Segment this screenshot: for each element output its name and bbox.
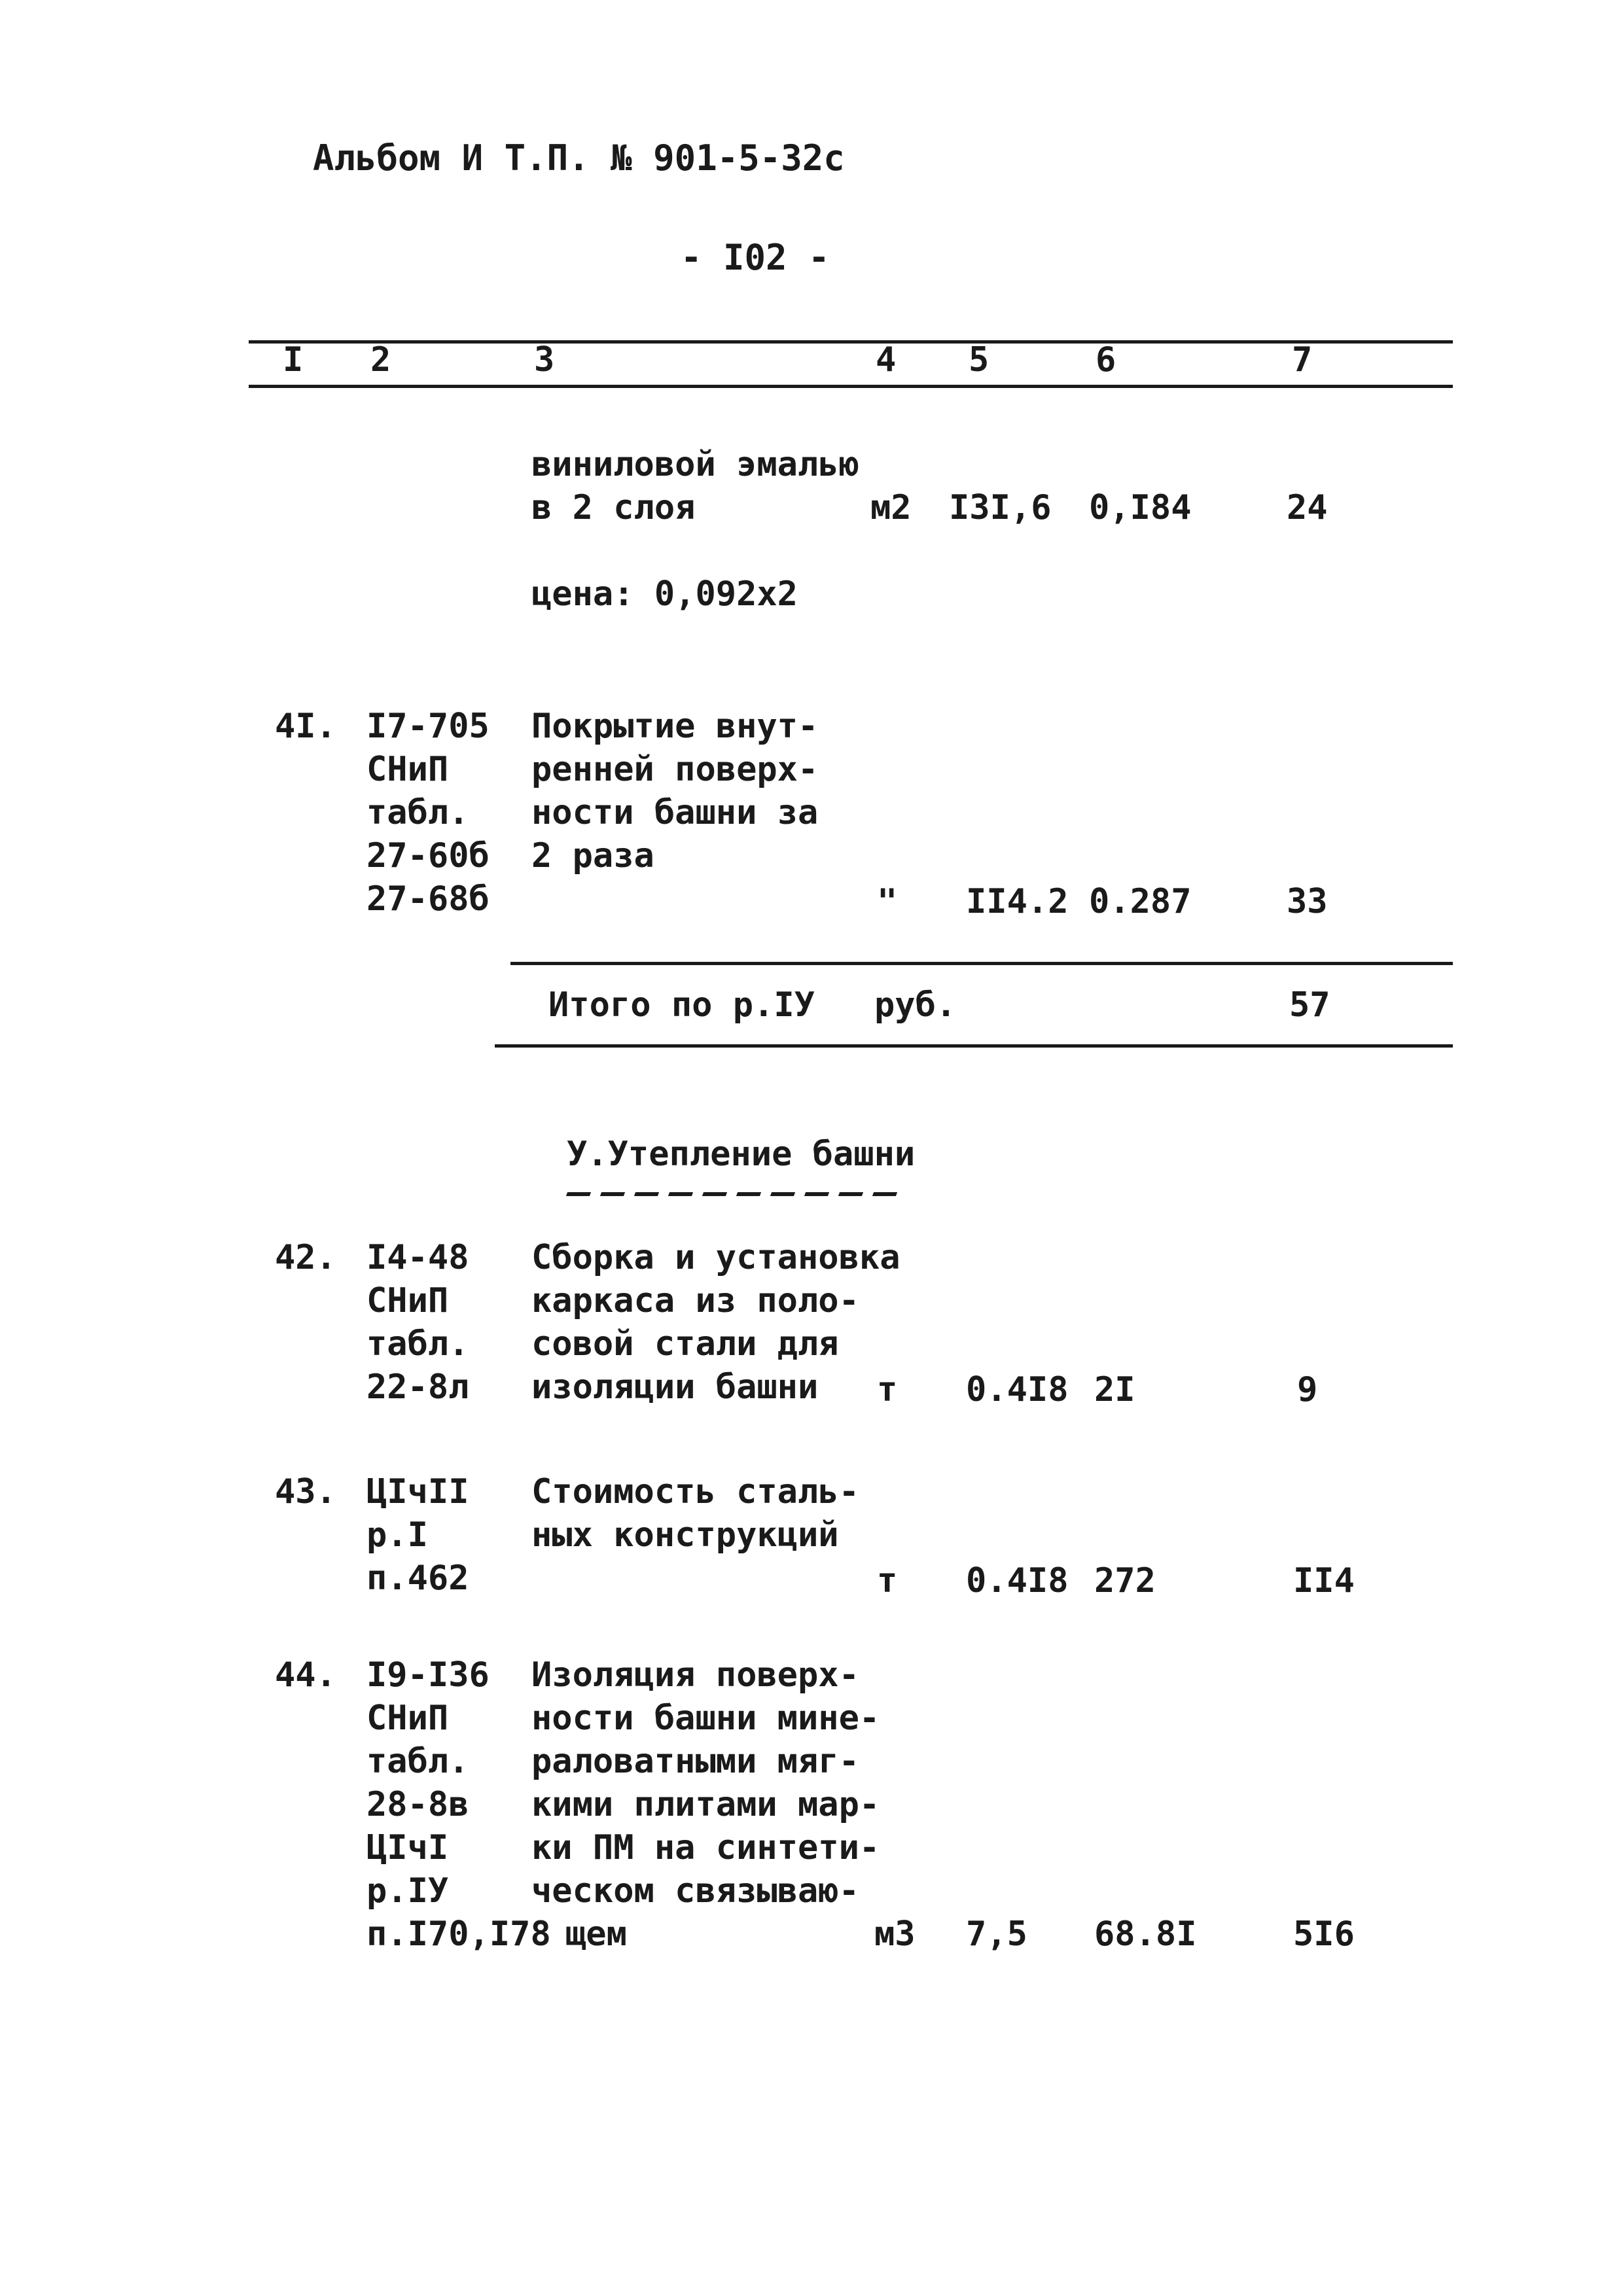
- row43-desc-2: ных конструкций: [531, 1515, 839, 1555]
- row42-desc-3: совой стали для: [531, 1324, 839, 1364]
- row43-price: 272: [1094, 1561, 1156, 1600]
- row41-code-4: 27-60б: [366, 836, 490, 875]
- table-header-rule: [249, 385, 1453, 388]
- section-underline-dash: [600, 1192, 625, 1196]
- row0-qty: I3I,6: [949, 488, 1052, 527]
- row42-code-3: табл.: [366, 1324, 469, 1364]
- col-header-1: I: [283, 340, 304, 380]
- subtotal-total: 57: [1289, 985, 1330, 1025]
- row44-code-7: п.I70,I78: [366, 1915, 551, 1954]
- album-title: Альбом И Т.П. № 901-5-32с: [313, 137, 845, 179]
- row0-desc-2: в 2 слоя: [531, 488, 696, 527]
- row41-num: 4I.: [275, 707, 336, 746]
- row0-total: 24: [1287, 488, 1328, 527]
- row44-desc-5: ки ПМ на синтети-: [531, 1828, 880, 1867]
- row44-desc-3: раловатными мяг-: [531, 1742, 859, 1781]
- row42-total: 9: [1297, 1370, 1318, 1409]
- page-number: - I02 -: [681, 237, 830, 278]
- subtotal-top-rule: [510, 962, 1453, 965]
- subtotal-bottom-rule: [495, 1044, 1453, 1048]
- section-underline-dash: [838, 1192, 863, 1196]
- row0-price: 0,I84: [1089, 488, 1192, 527]
- row42-price: 2I: [1094, 1370, 1135, 1409]
- row42-code-2: СНиП: [366, 1281, 449, 1320]
- row41-qty: II4.2: [966, 882, 1069, 921]
- table-top-rule: [249, 340, 1453, 344]
- section-underline-dash: [872, 1192, 897, 1196]
- row44-unit: м3: [874, 1915, 916, 1954]
- row43-desc-1: Стоимость сталь-: [531, 1472, 859, 1511]
- row41-code-3: табл.: [366, 793, 469, 832]
- row41-total: 33: [1287, 882, 1328, 921]
- row44-qty: 7,5: [966, 1915, 1027, 1954]
- section-underline-dash: [566, 1192, 591, 1196]
- row42-num: 42.: [275, 1238, 336, 1277]
- row41-unit: ": [877, 882, 898, 921]
- row0-desc-1: виниловой эмалью: [531, 445, 859, 484]
- row41-code-2: СНиП: [366, 750, 449, 789]
- row43-code-1: ЦIчII: [366, 1472, 469, 1511]
- row43-qty: 0.4I8: [966, 1561, 1069, 1600]
- row43-num: 43.: [275, 1472, 336, 1511]
- row42-desc-2: каркаса из поло-: [531, 1281, 859, 1320]
- col-header-5: 5: [969, 340, 990, 380]
- col-header-7: 7: [1292, 340, 1313, 380]
- row42-code-1: I4-48: [366, 1238, 469, 1277]
- row41-desc-2: ренней поверх-: [531, 750, 819, 789]
- row0-unit: м2: [870, 488, 912, 527]
- row44-code-2: СНиП: [366, 1699, 449, 1738]
- row41-desc-1: Покрытие внут-: [531, 707, 819, 746]
- row41-price: 0.287: [1089, 882, 1192, 921]
- row44-desc-7: щем: [565, 1915, 627, 1954]
- row44-code-3: табл.: [366, 1742, 469, 1781]
- row43-total: II4: [1293, 1561, 1355, 1600]
- row42-qty: 0.4I8: [966, 1370, 1069, 1409]
- row44-code-5: ЦIчI: [366, 1828, 449, 1867]
- section-underline-dash: [668, 1192, 693, 1196]
- subtotal-unit: руб.: [874, 985, 957, 1025]
- row44-code-6: р.IУ: [366, 1871, 449, 1911]
- row44-desc-2: ности башни мине-: [531, 1699, 880, 1738]
- row44-total: 5I6: [1293, 1915, 1355, 1954]
- row44-desc-6: ческом связываю-: [531, 1871, 859, 1911]
- col-header-6: 6: [1096, 340, 1116, 380]
- subtotal-label: Итого по р.IУ: [548, 985, 815, 1025]
- section-underline-dash: [634, 1192, 659, 1196]
- row41-desc-3: ности башни за: [531, 793, 819, 832]
- section-title: У.Утепление башни: [567, 1135, 916, 1174]
- row41-code-1: I7-705: [366, 707, 490, 746]
- row42-code-4: 22-8л: [366, 1368, 469, 1407]
- col-header-4: 4: [876, 340, 897, 380]
- row41-desc-4: 2 раза: [531, 836, 654, 875]
- row44-price: 68.8I: [1094, 1915, 1197, 1954]
- row42-desc-4: изоляции башни: [531, 1368, 819, 1407]
- row43-code-3: п.462: [366, 1559, 469, 1598]
- row44-desc-4: кими плитами мар-: [531, 1785, 880, 1824]
- row43-unit: т: [877, 1561, 898, 1600]
- section-underline-dash: [804, 1192, 829, 1196]
- row0-price-note: цена: 0,092х2: [531, 574, 798, 614]
- row44-desc-1: Изоляция поверх-: [531, 1655, 859, 1695]
- row44-code-4: 28-8в: [366, 1785, 469, 1824]
- row44-code-1: I9-I36: [366, 1655, 490, 1695]
- row42-unit: т: [877, 1370, 898, 1409]
- col-header-2: 2: [370, 340, 391, 380]
- section-underline-dash: [736, 1192, 761, 1196]
- section-underline-dash: [770, 1192, 795, 1196]
- row43-code-2: р.I: [366, 1515, 428, 1555]
- row42-desc-1: Сборка и установка: [531, 1238, 901, 1277]
- row41-code-5: 27-68б: [366, 879, 490, 919]
- row44-num: 44.: [275, 1655, 336, 1695]
- col-header-3: 3: [534, 340, 555, 380]
- section-underline-dash: [702, 1192, 727, 1196]
